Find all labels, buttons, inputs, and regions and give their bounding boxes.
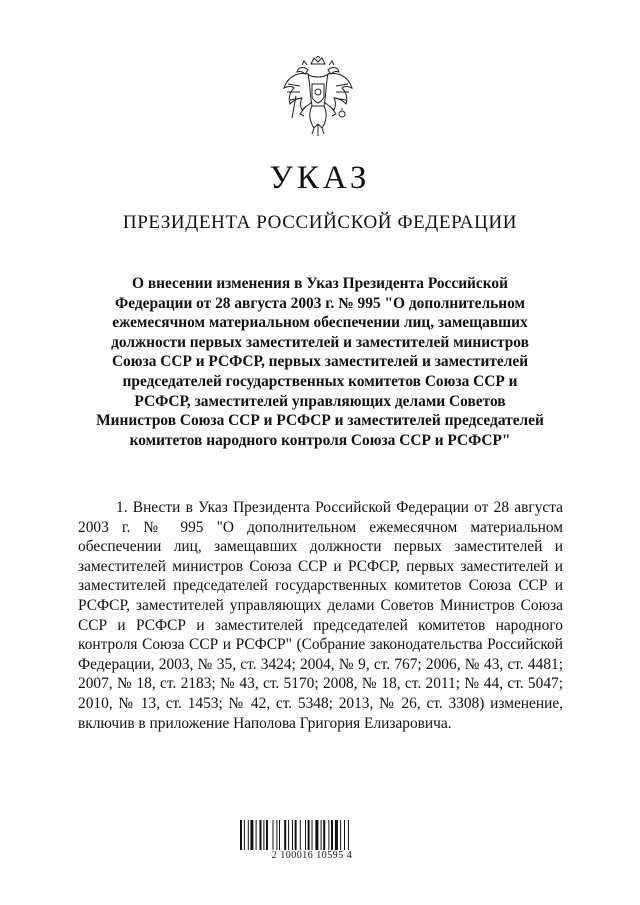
barcode-number: 2 100016 10595 4 xyxy=(271,850,353,861)
document-title: УКАЗ xyxy=(269,160,371,196)
decree-paragraph-1: 1. Внести в Указ Президента Российской Федерации от 28 августа 2003 г. № 995 "О дополнительном ежемесячном материальном обеспечении лиц, замещавших должности первых заместителей и заместителей министров Союза ССР и РСФСР, первых заместителей и заместителей председателей государственных комитетов Союза ССР и РСФСР, заместителей управляющих делами Советов Министров Союза ССР и РСФСР и заместителей председателей комитетов народного контроля Союза ССР и РСФСР" (Собрание законодательства Российской Федерации, 2003, № 35, ст. 3424; 2004, № 9, ст. 767; 2006, № 43, ст. 4481; 2007, № 18, ст. 2183; № 43, ст. 5170; 2008, № 18, ст. 2011; № 44, ст. 5047; 2010, № 13, ст. 1453; № 42, ст. 5348; 2013, № 26, ст. 3308) изменение, включив в приложение Наполова Григория Елизаровича. xyxy=(78,499,563,732)
decree-heading: О внесении изменения в Указ Президента Российской Федерации от 28 августа 2003 г. № 995 "О дополнительном ежемесячном материальном обеспечении лиц, замещавших должности первых заместителей и заместителей министров Союза ССР и РСФСР, первых заместителей и заместителей председателей государственных комитетов Союза ССР и РСФСР, заместителей управляющих делами Советов Министров Союза ССР и РСФСР и заместителей председателей комитетов народного контроля Союза ССР и РСФСР" xyxy=(96,275,544,449)
barcode-icon xyxy=(238,820,386,850)
document-subtitle: ПРЕЗИДЕНТА РОССИЙСКОЙ ФЕДЕРАЦИИ xyxy=(122,212,518,233)
coat-of-arms-icon xyxy=(278,56,358,142)
